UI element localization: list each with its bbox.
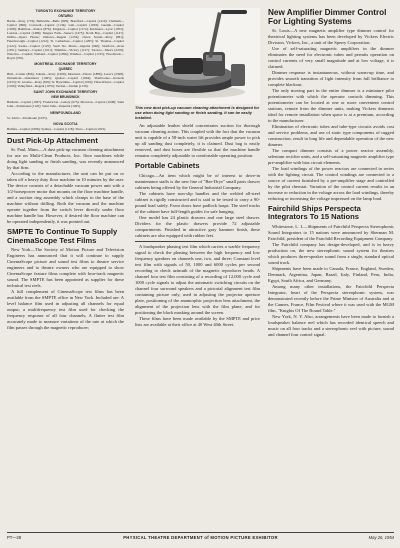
divider	[135, 241, 260, 242]
dust-article-continued: An adjustable leather shield concentrates suction for thorough vacuum cleaning action. This coupled with the fact that the vacuum unit is capable of a 58-inch water lift provides ample power to pick up all sanding dust completely, it is claimed. Dust bag is easily removed, and dust hoses are flexible so that the machine handle remains completely adjustable to comfortable operating position.	[135, 123, 260, 159]
portable-article-paragraph: The cabinets have non-slip handles and the welded all-steel cabinet is rigidly constructed and is said to be tested to carry a 90-pound load safely. Front doors have padlock hasps. The steel tracks of the cabinet have full-length guides for safe hanging.	[135, 190, 260, 214]
toronto-exchange-title: TORONTO EXCHANGE TERRITORY	[35, 9, 96, 13]
fairchild-article-paragraph: Whitestone, L. I.—Shipments of Fairchild Perspecta Stereophonic Sound Integrators to 15 nations were announced by Sherman M. Fairchild, president of the Fairchild Recording Equipment Company.	[268, 223, 394, 241]
fairchild-article-paragraph: New York, N. Y. Also, arrangements have been made to furnish a loudspeaker balance reel which has recorded identical speech and music on all four tracks and a stereophonic reel with picture, sound and channel four control signal.	[268, 313, 394, 337]
smpte-article-continued: These films have been made available by the SMPTE and price lists are available at their office at 40 West 40th Street.	[135, 315, 260, 327]
divider	[7, 133, 124, 134]
amplifier-article-paragraph: The load windings of the power reactors are connected in series with the lighting circuit. The control windings are connected to a source of current furnished by a pre-amplifier stage and controlled by the pilot rheostat. Variation of the control current results in an increase or reduction in the voltage across the load windings, thereby reducing or increasing the voltage impressed on the lamp load.	[268, 166, 394, 201]
footer-divider	[7, 532, 394, 533]
toronto-exchange-province: ONTARIO	[58, 14, 73, 18]
portable-article-paragraph: One model has 24 plastic drawers and one large steel drawer. Dividers for the plastic drawers provide 72 adjustable compartments. Finished in attractive gray hammer finish, these cabinets are also equipped with rubber feet.	[135, 214, 260, 238]
fairchild-article-paragraph: Shipments have been made to Canada, France, England, Sweden, Denmark, Argentina, Japan, Brazil, Italy, Finland, Peru, India, Egypt, South Africa, and Germany.	[268, 265, 394, 283]
montreal-exchange-province: QUEBEC	[58, 66, 73, 71]
montreal-exchange-title: MONTREAL EXCHANGE TERRITORY	[34, 61, 97, 66]
stjohn-exchange-list: Bathurst—Capitol (1097); Fredericton—Gaiety (675); Moncton—Capitol (1048); Saint John—Paramount (1145); Saint John—Imperial (1495).	[7, 100, 124, 109]
fairchild-article-title: Fairchild Ships Perspecta Integrators To 15 Nations	[268, 204, 361, 222]
page-number: PT—28	[7, 535, 22, 540]
amplifier-article-paragraph: The only moving part in the entire dimmer is a miniature pilot potentiometer with which the operator controls dimming. This potentiometer can be located at one or more convenient control stations, remote from the dimmer units, making Vickers dimmers ideal for remote installation when space is at a premium, according to the manufacturer.	[268, 88, 394, 123]
newfoundland-list: St. John's—Paramount (1035).	[7, 115, 48, 120]
photo-caption: This new dust pick-up vacuum cleaning attachment is designed for use when doing light sanding or finish sanding. It can be easily installed.	[135, 105, 260, 120]
floor-machine-image	[135, 8, 260, 104]
issue-date: May 26, 1954	[368, 535, 394, 540]
smpte-article-paragraph: A full complement of CinemaScope test films has been available from the SMPTE office in New York. Included are: A level balance film used in adjusting all channels for equal output; a multifrequency test film used for checking the frequency response of all four channels; A flutter test film accurately made to measure variations of the rate at which the film passes through the magnetic reproducer;	[7, 288, 124, 330]
column-left	[7, 8, 124, 331]
stjohn-exchange-title: SAINT JOHN EXCHANGE TERRITORY	[33, 90, 98, 95]
dust-article-paragraph: According to the manufacturer, the unit can be put on or taken off a heavy duty floor machine in 10 minutes by the user. The device consists of a detachable vacuum power unit with a 1/2-horsepower motor that mounts on the floor machine handle, and a suction ring assembly which clamps to the base of the machine without drilling. Both the vacuum and the machine operate together from the switch lever directly under floor machine handle bar. However, if desired the floor machine can be operated independently, it was pointed out.	[7, 171, 124, 225]
dust-article-paragraph: St. Paul, Minn.—A dust pick-up vacuum cleaning attachment for use on Multi-Clean Products, Inc. floor machines while doing light sanding or finish sanding, was recently announced by that firm.	[7, 147, 124, 171]
novascotia-title: NOVA SCOTIA	[53, 121, 78, 126]
toronto-exchange-list: Barrie—Roxy (719); Belleville—Belle (829); Brantford—Capitol (1419); Chatham—Capitol (996); Cornwall—Capitol (1134); Galt—Capitol (1003); Guelph—Capitol (1168); Hamilton—Palace (879); Kingston—Capitol (1174); Kitchener—Lyric (1055); London—Capitol (1486); Niagara Falls—Seneca (1475); North Bay—Capitol (1147); Orillia—Opera House; Oshawa—Regent (1254); Owen Sound—Roxy (861); Peterborough—Capitol (1212); St. Catharines—Capitol (1205); St. Thomas—Capitol (1122); Sarnia—Capitol (1125); Sault Ste. Marie—Algoma (940); Stratford—Avon (1051); Sudbury—Capitol (1011); Timmins—Victory (1127); Toronto—Shea's (2476); Waterloo—Capitol; Welland—Capitol (1096); Windsor—Capitol (1745); Woodstock—Royal (706).	[7, 19, 124, 60]
amplifier-article-title: New Amplifier Dimmer Control For Lighting Systems	[268, 8, 387, 26]
publication-name: PHYSICAL THEATRE DEPARTMENT of MOTION PICTURE EXHIBITOR	[123, 535, 278, 540]
amplifier-article-paragraph: The compact dimmer consists of a power reactor assembly, selenium rectifier units, and a self-saturating magnetic amplifier type pre-amplifier with bias circuit elements.	[268, 148, 394, 165]
amplifier-article-paragraph: Elimination of electronic tubes and tube-type circuits avoids cost and service problems, and use of static type components of rugged construction, result in long life and dependable operation of the new dimmer.	[268, 124, 394, 147]
portable-article-paragraph: Chicago—An item which might be of interest to drive-in maintenance staffs is the new line of "Bee-Drye" small parts drawer cabinets being offered by the General Industrial Company.	[135, 172, 260, 190]
amplifier-article-paragraph: Dimmer response is instantaneous, without warm-up time, and provides smooth transition of light intensity from full brilliance to complete blackout.	[268, 70, 394, 87]
fairchild-article-paragraph: The Fairchild company has design-developed, and is in heavy production on, the new stereophonic sound system for theatres which produces three-speaker sound from a single, standard optical sound track.	[268, 241, 394, 265]
column-middle	[135, 8, 260, 328]
amplifier-article-paragraph: Use of self-saturating magnetic amplifiers in the dimmer eliminates the need for electronic tubes and permits operation on control currents of very small magnitude and at low voltage, it is claimed.	[268, 46, 394, 69]
smpte-article-title: SMPTE To Continue To Supply CinemaScope Test Films	[7, 227, 118, 245]
fairchild-article-paragraph: Among many other installations, the Fairchild Perspecta Integrator, heart of the Perspecta stereophonic system, was demonstrated recently before the Prime Minister of Australia and at the Cannes, France, Film Festival where it was used with the MGM film, "Knights Of The Round Table."	[268, 283, 394, 313]
newfoundland-title: NEWFOUNDLAND	[50, 110, 81, 115]
dust-article-title: Dust Pick-Up Attachment	[7, 135, 98, 145]
stjohn-exchange-province: NEW BRUNSWICK	[51, 95, 80, 100]
montreal-exchange-list: Hull—Cartier (806); Joliette—Roxy (1000); Montreal—Palace (1886); Loew's (2598); Outremont—Outremont (1495); Quebec—Capitol (1664); Sherbrooke—Granada (1015); St. Jerome—Roxy (819); St. Hyacinthe—Capitol (1016); Three Rivers—Capitol (1160); Valleyfield—Regent (1070); Verdun—Verdun (1139).	[7, 71, 124, 89]
smpte-article-paragraph: New York—The Society of Motion Picture and Television Engineers has announced that it will continue to supply CinemaScope picture and sound test films to theatre service engineers and to theatre owners who are equipped to show CinemaScope feature films complete with four-track magnetic sound. The SMPTE has been appointed as supplier for these technical test reels.	[7, 246, 124, 288]
novascotia-list: Halifax—Capitol (1906); Sydney—Capitol (1118); Truro—Capitol (1025).	[7, 126, 107, 131]
floor-machine-photo	[135, 8, 260, 104]
portable-article-title: Portable Cabinets	[135, 161, 200, 171]
column-right	[268, 8, 394, 338]
smpte-article-continued: A loudspeaker phasing test film which carries a warble frequency signal to check the phasing between the high frequency and low frequency speakers on channels one, two, and three; Constant level test film with signals of 50, 1000 and 6000 cycles per second recording to check azimuth of the magnetic reproducer heads. A channel four test film consisting of a recording of 12,000 cycle and 1000 cycle signals to adjust the automatic switching circuits on the channel four surround speakers and a pictorial alignment test film containing picture only, used in adjusting the projector aperture plate, positioning of the anamorphic projection lens attachment, the alignment of the projection lens with the film plane, and for positioning the black masking around the screen.	[135, 243, 260, 315]
amplifier-article-paragraph: St. Louis—A new magnetic amplifier type dimmer control for theatrical lighting systems has been developed by Vickers Electric Division, Vickers, Inc., a unit of the Sperry Corporation.	[268, 28, 394, 45]
